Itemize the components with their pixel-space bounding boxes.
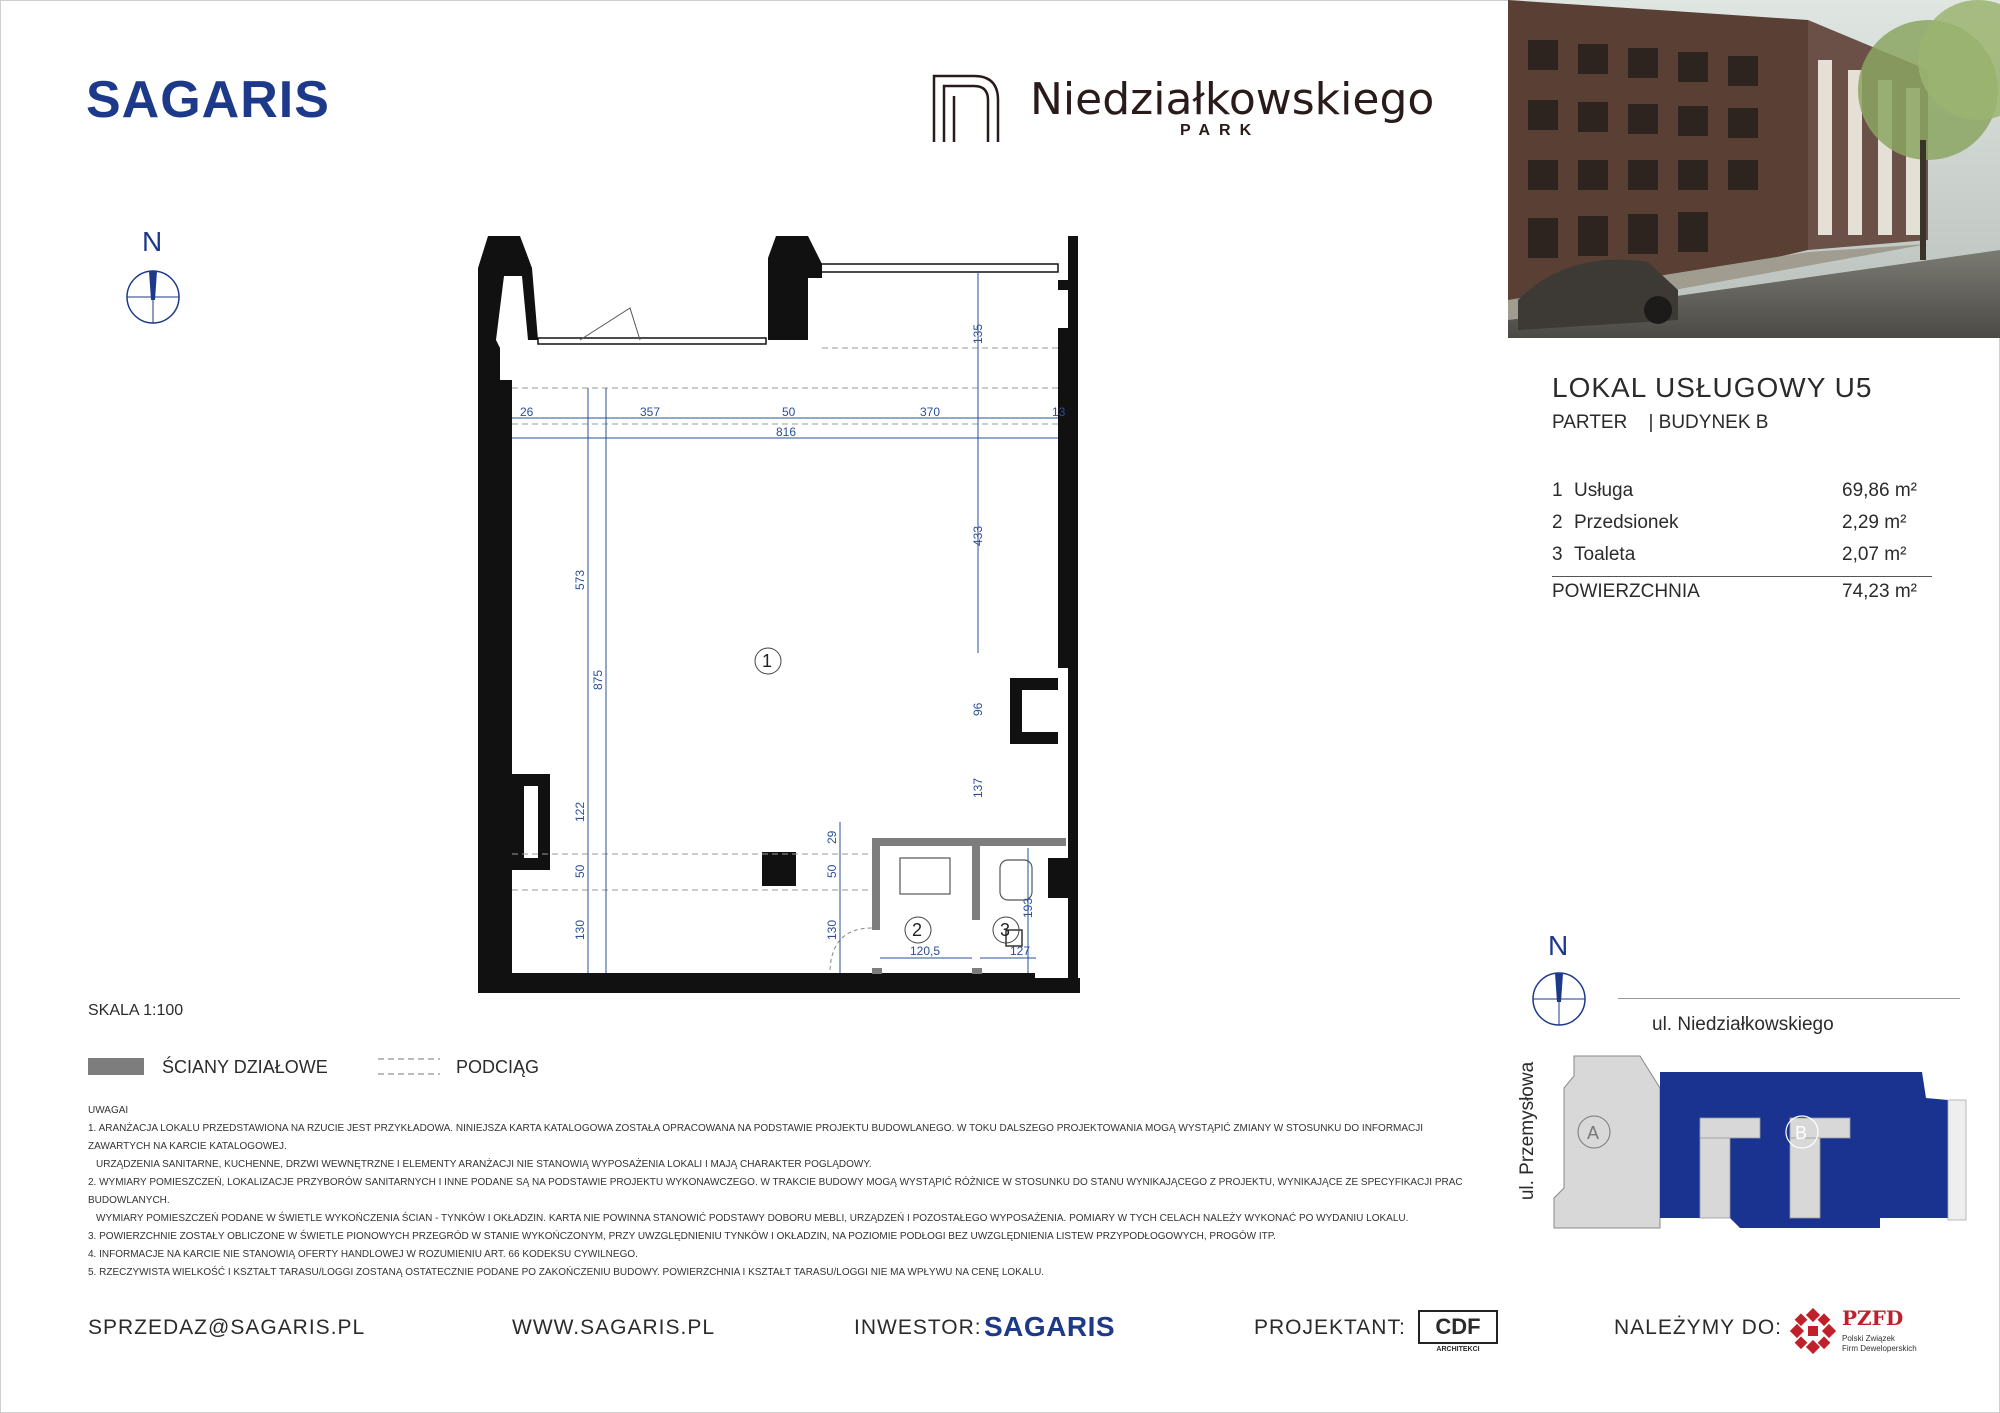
north-label: N — [142, 226, 163, 257]
footer-designer-label: PROJEKTANT: — [1254, 1316, 1406, 1339]
dim-label: 130 — [573, 919, 587, 940]
dim-label: 130 — [825, 919, 839, 940]
dim-label: 96 — [971, 702, 985, 716]
dim-label: 13 — [1052, 405, 1066, 419]
street-left-label: ul. Przemysłowa — [1517, 1061, 1538, 1201]
street-line — [1618, 998, 1960, 999]
dim-label: 816 — [776, 425, 797, 439]
note-item: 3. POWIERZCHNIE ZOSTAŁY OBLICZONE W ŚWIETLE PIONOWYCH PRZEGRÓD W STANIE WYKOŃCZONYM, PRZY UWZGLĘDNIENIU TYNKÓW I OKŁADZIN, NA POZIOMIE PODŁOGI BEZ UWZGLĘDNIENIA LISTEW PRZYPODŁOGOWYCH, PROGÓW ITP. — [88, 1231, 1276, 1242]
dim-label: 137 — [971, 777, 985, 798]
room-label: 2 — [912, 920, 923, 940]
room-name: Toaleta — [1574, 544, 1636, 565]
unit-level: PARTER — [1552, 412, 1628, 433]
building-a-label: A — [1587, 1123, 1600, 1143]
room-name: Przedsionek — [1574, 512, 1679, 533]
pzfd-logo — [1790, 1302, 1930, 1362]
unit-subtitle — [1552, 412, 1768, 434]
dim-label: 135 — [971, 323, 985, 344]
notes-heading: UWAGAI — [88, 1105, 129, 1116]
brand-logo: SAGARIS — [86, 71, 330, 129]
dim-label: 875 — [591, 669, 605, 690]
footer-investor-label: INWESTOR: — [854, 1316, 982, 1339]
dim-label: 573 — [573, 569, 587, 590]
pzfd-sub1: Polski Związek — [1842, 1334, 1895, 1343]
dim-label: 29 — [825, 830, 839, 844]
dim-label: 370 — [920, 405, 941, 419]
dim-label: 357 — [640, 405, 661, 419]
footer-website[interactable]: WWW.SAGARIS.PL — [512, 1316, 716, 1339]
room-area: 2,07 m² — [1842, 544, 1907, 565]
street-top-label: ul. Niedziałkowskiego — [1652, 1014, 1834, 1035]
room-area: 69,86 m² — [1842, 480, 1917, 501]
project-sub: PARK — [1180, 122, 1261, 139]
unit-building: | BUDYNEK B — [1648, 412, 1769, 433]
site-north-label: N — [1548, 930, 1569, 961]
pzfd-sub2: Firm Deweloperskich — [1842, 1344, 1917, 1353]
footer-investor-logo: SAGARIS — [984, 1311, 1116, 1342]
legend-wall-swatch — [88, 1058, 144, 1075]
room-number: 2 — [1552, 512, 1563, 533]
room-name: Usługa — [1574, 480, 1634, 501]
dim-label: 50 — [573, 864, 587, 878]
unit-title: LOKAL USŁUGOWY U5 — [1552, 372, 1873, 403]
total-row — [1552, 576, 1932, 615]
dim-label: 127 — [1010, 944, 1031, 958]
footer-member-label: NALEŻYMY DO: — [1614, 1316, 1782, 1339]
dim-label: 26 — [520, 405, 534, 419]
pzfd-logo-icon — [1790, 1308, 1836, 1354]
note-item: URZĄDZENIA SANITARNE, KUCHENNE, DRZWI WEWNĘTRZNE I ELEMENTY ARANŻACJI NIE STANOWIĄ WYPOSAŻENIA LOKALI I MAJĄ CHARAKTER POGLĄDOWY. — [96, 1159, 872, 1170]
dim-label: 122 — [573, 801, 587, 822]
legend-walls-label: ŚCIANY DZIAŁOWE — [162, 1057, 328, 1077]
room-row — [1552, 544, 1932, 576]
legend-beam-swatch — [378, 1056, 440, 1078]
site-map — [1550, 1048, 1970, 1238]
legend-beam-label: PODCIĄG — [456, 1057, 540, 1077]
dim-label: 120,5 — [910, 944, 941, 958]
building-rendering — [1508, 0, 2000, 338]
room-label: 1 — [762, 651, 773, 671]
footer-designer-sub: ARCHITEKCI — [1436, 1346, 1480, 1353]
total-area: 74,23 m² — [1842, 581, 1917, 602]
total-label: POWIERZCHNIA — [1552, 581, 1700, 602]
dim-label: 433 — [971, 525, 985, 546]
room-row — [1552, 512, 1932, 544]
footer-designer-logo: CDF — [1418, 1310, 1498, 1344]
project-name: Niedziałkowskiego — [1030, 74, 1435, 125]
note-item: 4. INFORMACJE NA KARCIE NIE STANOWIĄ OFERTY HANDLOWEJ W ROZUMIENIU ART. 66 KODEKSU CYWILNEGO. — [88, 1249, 638, 1260]
exterior-walls — [478, 236, 1080, 993]
room-area: 2,29 m² — [1842, 512, 1907, 533]
building-b-label: B — [1795, 1123, 1808, 1143]
room-area-table — [1552, 480, 1932, 615]
scale-label: SKALA 1:100 — [88, 1002, 184, 1019]
note-item: 5. RZECZYWISTA WIELKOŚĆ I KSZTAŁT TARASU/LOGGI ZOSTANĄ OSTATECZNIE PODANE PO ZAKOŃCZENIU BUDOWY. POWIERZCHNIA I KSZTAŁT TARASU/LOGGI NIE MA WPŁYWU NA CENĘ LOKALU. — [88, 1267, 1045, 1278]
sink — [900, 858, 950, 894]
room-number: 1 — [1552, 480, 1563, 501]
footer-email[interactable]: SPRZEDAZ@SAGARIS.PL — [88, 1316, 366, 1339]
dim-label: 50 — [782, 405, 796, 419]
floor-plan — [470, 228, 1090, 998]
project-logo-mark — [930, 68, 1020, 148]
site-north-arrow-icon — [1528, 970, 1590, 1030]
dim-label: 50 — [825, 864, 839, 878]
project-logo — [930, 68, 1435, 148]
room-number: 3 — [1552, 544, 1563, 565]
room-label: 3 — [1000, 920, 1011, 940]
notes-block — [88, 1102, 1488, 1282]
note-item: 2. WYMIARY POMIESZCZEŃ, LOKALIZACJE PRZYBORÓW SANITARNYCH I INNE PODANE SĄ NA PODSTAWIE PROJEKTU WYKONAWCZEGO. W TRAKCIE BUDOWY MOGĄ WYSTĄPIĆ RÓŻNICE W STOSUNKU DO STANU WYNIKAJĄCEGO Z PROJEKTU, WYNIKAJĄCE ZE SPECYFIKACJI PRAC BUDOWLANYCH. — [88, 1177, 1463, 1206]
note-item: 1. ARANŻACJA LOKALU PRZEDSTAWIONA NA RZUCIE JEST PRZYKŁADOWA. NINIEJSZA KARTA KATALOGOWA ZOSTAŁA OPRACOWANA NA PODSTAWIE PROJEKTU BUDOWLANEGO. W TOKU DALSZEGO PROJEKTOWANIA MOGĄ WYSTĄPIĆ ZMIANY W STOSUNKU DO INFORMACJI ZAWARTYCH NA KARCIE KATALOGOWEJ. — [88, 1123, 1424, 1152]
dim-label: 193 — [1021, 897, 1035, 918]
toilet — [1000, 860, 1032, 900]
pzfd-name: PZFD — [1842, 1306, 1904, 1330]
north-arrow-icon — [124, 268, 182, 326]
room-row — [1552, 480, 1932, 512]
note-item: WYMIARY POMIESZCZEŃ PODANE W ŚWIETLE WYKOŃCZENIA ŚCIAN - TYNKÓW I OKŁADZIN. KARTA NIE POWINNA STANOWIĆ PODSTAWY DOBORU MEBLI, URZĄDZEŃ I POZOSTAŁEGO WYPOSAŻENIA. POMIARY W TYCH CELACH NALEŻY WYKONAĆ PO WYDANIU LOKALU. — [96, 1213, 1409, 1224]
